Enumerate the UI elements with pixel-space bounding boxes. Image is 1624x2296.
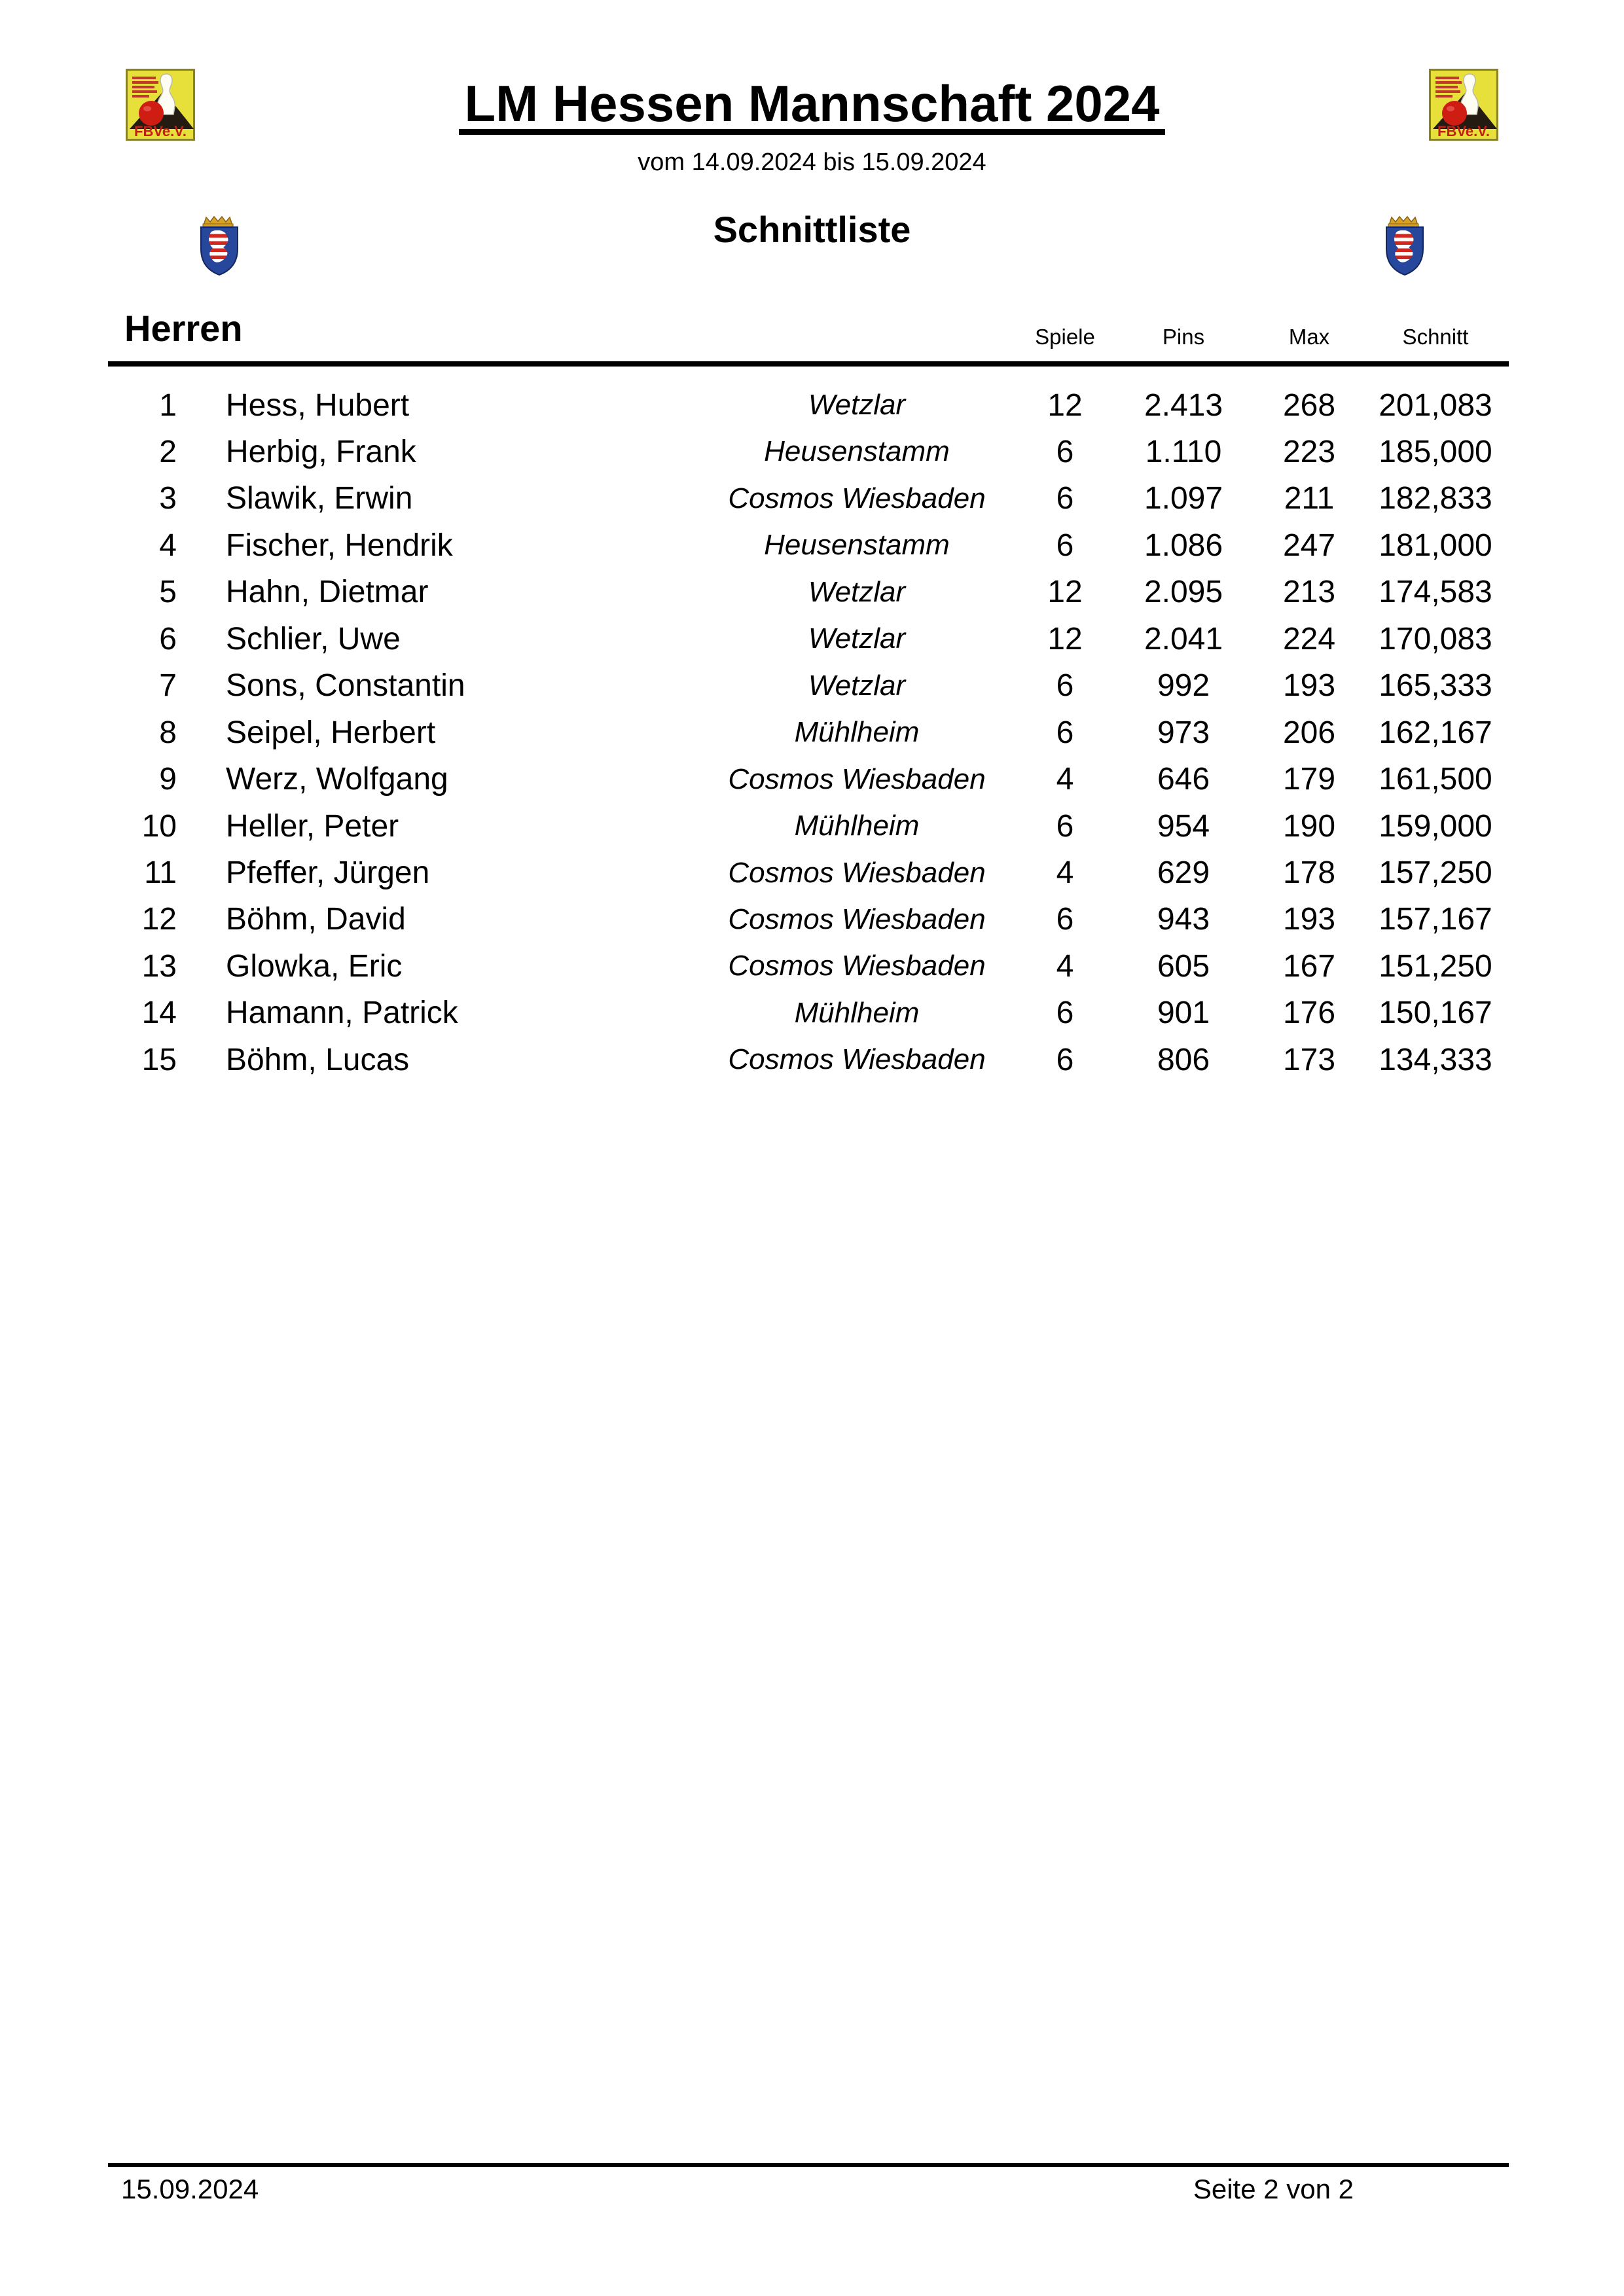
cell-max: 193 [1282,902,1336,937]
table-row [0,850,1624,897]
cell-max: 224 [1282,621,1336,656]
cell-rank: 4 [159,528,177,563]
cell-name: Fischer, Hendrik [226,528,453,563]
cell-name: Herbig, Frank [226,434,416,469]
table-header-rule [108,361,1509,367]
cell-rank: 9 [159,762,177,797]
cell-name: Böhm, Lucas [226,1042,410,1077]
cell-rank: 13 [141,948,177,984]
cell-schnitt: 161,500 [1379,762,1492,797]
cell-rank: 15 [141,1042,177,1077]
table-row [0,990,1624,1037]
cell-schnitt: 201,083 [1379,387,1492,423]
cell-schnitt: 170,083 [1379,621,1492,656]
cell-spiele: 4 [1056,762,1074,797]
cell-rank: 1 [159,387,177,423]
cell-spiele: 6 [1056,808,1074,844]
cell-club: Wetzlar [808,669,906,702]
cell-schnitt: 157,167 [1379,902,1492,937]
cell-spiele: 6 [1056,668,1074,704]
cell-club: Mühlheim [794,810,920,842]
cell-max: 247 [1282,528,1336,563]
cell-club: Heusenstamm [764,435,950,468]
table-row [0,382,1624,429]
cell-schnitt: 165,333 [1379,668,1492,704]
cell-spiele: 6 [1056,996,1074,1031]
cell-pins: 943 [1157,902,1210,937]
cell-schnitt: 157,250 [1379,855,1492,890]
cell-schnitt: 174,583 [1379,575,1492,610]
table-row [0,475,1624,522]
cell-spiele: 4 [1056,855,1074,890]
column-header-schnitt: Schnitt [1402,325,1469,349]
cell-spiele: 6 [1056,715,1074,750]
cell-name: Schlier, Uwe [226,621,401,656]
cell-schnitt: 182,833 [1379,481,1492,516]
cell-max: 206 [1282,715,1336,750]
cell-spiele: 12 [1047,575,1083,610]
cell-club: Cosmos Wiesbaden [728,482,986,514]
cell-max: 223 [1282,434,1336,469]
cell-club: Heusenstamm [764,529,950,562]
cell-name: Hamann, Patrick [226,996,458,1031]
table-row [0,615,1624,662]
cell-schnitt: 159,000 [1379,808,1492,844]
table-row [0,896,1624,943]
cell-rank: 2 [159,434,177,469]
table-row [0,522,1624,569]
cell-pins: 992 [1157,668,1210,704]
cell-spiele: 6 [1056,528,1074,563]
cell-pins: 605 [1157,948,1210,984]
cell-name: Werz, Wolfgang [226,762,448,797]
cell-pins: 2.413 [1144,387,1223,423]
cell-name: Heller, Peter [226,808,399,844]
cell-pins: 1.097 [1144,481,1223,516]
cell-rank: 8 [159,715,177,750]
cell-rank: 6 [159,621,177,656]
cell-pins: 901 [1157,996,1210,1031]
cell-name: Pfeffer, Jürgen [226,855,430,890]
page-title: LM Hessen Mannschaft 2024 [459,78,1164,135]
cell-max: 176 [1282,996,1336,1031]
list-title: Schnittliste [713,209,911,250]
cell-pins: 629 [1157,855,1210,890]
cell-pins: 2.041 [1144,621,1223,656]
table-row [0,569,1624,616]
cell-name: Glowka, Eric [226,948,403,984]
cell-club: Wetzlar [808,622,906,655]
cell-rank: 12 [141,902,177,937]
cell-name: Seipel, Herbert [226,715,436,750]
cell-spiele: 6 [1056,1042,1074,1077]
cell-max: 167 [1282,948,1336,984]
cell-max: 179 [1282,762,1336,797]
cell-schnitt: 150,167 [1379,996,1492,1031]
footer-rule [108,2163,1509,2167]
table-row [0,709,1624,756]
cell-pins: 646 [1157,762,1210,797]
cell-max: 268 [1282,387,1336,423]
date-range: vom 14.09.2024 bis 15.09.2024 [638,149,986,176]
table-row [0,942,1624,990]
cell-club: Cosmos Wiesbaden [728,1043,986,1076]
column-header-spiele: Spiele [1035,325,1095,349]
cell-spiele: 12 [1047,621,1083,656]
cell-pins: 806 [1157,1042,1210,1077]
cell-max: 178 [1282,855,1336,890]
cell-spiele: 6 [1056,481,1074,516]
cell-rank: 14 [141,996,177,1031]
section-title: Herren [124,308,243,349]
cell-schnitt: 134,333 [1379,1042,1492,1077]
cell-max: 190 [1282,808,1336,844]
cell-schnitt: 151,250 [1379,948,1492,984]
cell-pins: 2.095 [1144,575,1223,610]
cell-club: Mühlheim [794,996,920,1029]
table-row [0,1036,1624,1083]
cell-spiele: 6 [1056,434,1074,469]
cell-max: 173 [1282,1042,1336,1077]
cell-schnitt: 181,000 [1379,528,1492,563]
cell-name: Böhm, David [226,902,406,937]
cell-rank: 11 [144,855,177,890]
cell-spiele: 6 [1056,902,1074,937]
cell-club: Cosmos Wiesbaden [728,903,986,935]
cell-rank: 5 [159,575,177,610]
cell-rank: 10 [141,808,177,844]
cell-club: Mühlheim [794,716,920,749]
cell-pins: 1.086 [1144,528,1223,563]
cell-pins: 1.110 [1145,434,1222,469]
cell-max: 213 [1282,575,1336,610]
cell-name: Hahn, Dietmar [226,575,429,610]
cell-max: 193 [1282,668,1336,704]
cell-name: Sons, Constantin [226,668,465,704]
table-row [0,802,1624,850]
cell-club: Wetzlar [808,389,906,421]
table-row [0,662,1624,709]
cell-rank: 3 [159,481,177,516]
cell-club: Wetzlar [808,575,906,608]
cell-schnitt: 185,000 [1379,434,1492,469]
cell-club: Cosmos Wiesbaden [728,856,986,889]
cell-schnitt: 162,167 [1379,715,1492,750]
cell-pins: 973 [1157,715,1210,750]
cell-rank: 7 [159,668,177,704]
column-header-pins: Pins [1162,325,1205,349]
cell-name: Hess, Hubert [226,387,410,423]
table-row [0,756,1624,803]
cell-club: Cosmos Wiesbaden [728,762,986,795]
cell-spiele: 4 [1056,948,1074,984]
cell-pins: 954 [1157,808,1210,844]
column-header-max: Max [1288,325,1330,349]
cell-club: Cosmos Wiesbaden [728,950,986,982]
cell-spiele: 12 [1047,387,1083,423]
footer-date: 15.09.2024 [121,2174,259,2204]
cell-name: Slawik, Erwin [226,481,413,516]
cell-max: 211 [1284,481,1335,516]
table-row [0,428,1624,475]
footer-page-number: Seite 2 von 2 [1193,2174,1354,2204]
